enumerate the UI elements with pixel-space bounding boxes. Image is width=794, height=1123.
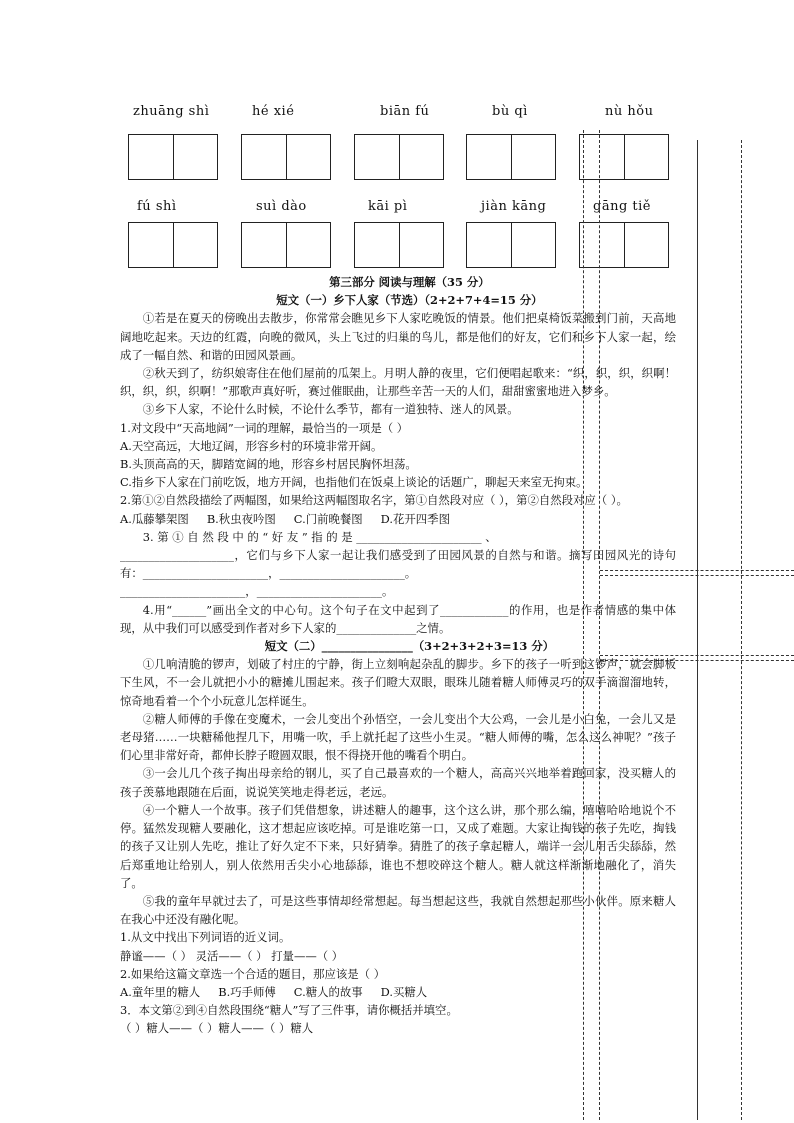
writing-box[interactable] — [354, 134, 444, 180]
pinyin-10: gāng tiě — [593, 199, 651, 214]
passage2-paragraph-5: ⑤我的童年早就过去了，可是这些事情却经常想起。每当想起这些，我就自然想起那些小伙伴。原来糖人在我心中还没有融化呢。 — [120, 893, 676, 927]
pinyin-7: suì dào — [256, 199, 307, 214]
writing-box[interactable] — [466, 134, 556, 180]
section-title: 第三部分 阅读与理解（35 分） — [329, 275, 490, 289]
pinyin-9: jiàn kāng — [481, 199, 547, 214]
reading-section — [120, 273, 676, 1038]
writing-box[interactable] — [241, 134, 331, 180]
passage2-question-1-blanks: 静谧——（ ） 灵活——（ ） 打量——（ ） — [120, 948, 344, 963]
writing-box[interactable] — [579, 134, 669, 180]
writing-box[interactable] — [241, 222, 331, 268]
passage2-question-3: 3．本文第②到④自然段围绕“糖人”写了三件事，请你概括并填空。 — [120, 1003, 458, 1018]
question-2-options — [120, 510, 676, 528]
pinyin-5: nù hǒu — [605, 104, 654, 119]
question-1-option-c: C.指乡下人家在门前吃饭，地方开阔，也指他们在饭桌上谈论的话题广，聊起天来室无拘束。 — [120, 475, 588, 490]
pinyin-4: bù qì — [492, 104, 528, 119]
option-b: B.巧手师傅 — [218, 984, 276, 999]
passage2-question-2-options — [120, 983, 676, 1001]
pinyin-3: biān fú — [380, 104, 430, 119]
passage2-title: 短文（二）________________（3+2+3+2+3=13 分） — [264, 639, 555, 654]
passage2-paragraph-3: ③一会儿几个孩子掏出母亲给的钢儿，买了自己最喜欢的一个糖人，高高兴兴地举着跑回家，没买糖人的孩子羡慕地跟随在后面，说说笑笑地走得老远，老远。 — [120, 766, 676, 799]
question-1: 1.对文段中“天高地阔”一词的理解，最恰当的一项是（ ） — [120, 420, 409, 435]
binding-line-solid — [697, 140, 698, 1120]
passage2-paragraph-4: ④一个糖人一个故事。孩子们凭借想象，讲述糖人的趣事，这个这么讲，那个那么编，嘻嘻哈哈地说个不停。猛然发现糖人要融化，这才想起应该吃掉。可是谁吃第一口，又成了难题。大家让掏钱的孩子先吃，掏钱的孩子又让别人先吃，推让了好久定不下来，只好猜拳。猜胜了的孩子拿起糖人，端详一会儿用舌尖舔舔，然后郑重地让给别人，别人依然用舌尖小心地舔舔，谁也不想咬碎这个糖人。糖人就这样渐渐地融化了，消失了。 — [120, 802, 676, 890]
option-c: C.门前晚餐图 — [293, 511, 363, 526]
writing-box[interactable] — [579, 222, 669, 268]
option-c: C.糖人的故事 — [293, 984, 363, 999]
passage1-paragraph-2: ②秋天到了，纺织娘寄住在他们屋前的瓜架上。月明人静的夜里，它们便唱起歌来：“织，织，织，织啊！织，织，织，织啊！”那歌声真好听，赛过催眠曲，让那些辛苦一天的人们，甜甜蜜蜜地进入梦乡。 — [120, 366, 676, 399]
passage2-question-1: 1.从文中找出下列词语的近义词。 — [120, 930, 291, 945]
passage2-paragraph-1: ①几响清脆的锣声，划破了村庄的宁静，街上立刻响起杂乱的脚步。乡下的孩子一听到这锣声，就会脚板下生风，不一会儿就把小小的糖摊儿围起来。孩子们瞪大双眼，眼珠儿随着糖人师傅灵巧的双手滴溜溜地转，惊奇地看着一个个小玩意儿怎样诞生。 — [120, 657, 676, 708]
passage1-title: 短文（一）乡下人家（节选）（2+2+7+4=15 分） — [276, 293, 543, 308]
question-3-line-2: ____________________，它们与乡下人家一起让我们感受到了田园风景的自然与和谐。摘写田园风光的诗句有：______________________，______________________。 — [120, 548, 676, 581]
pinyin-6: fú shì — [137, 199, 177, 214]
option-b: B.秋虫夜吟图 — [206, 511, 276, 526]
passage1-paragraph-1: ①若是在夏天的傍晚出去散步，你常常会瞧见乡下人家吃晚饭的情景。他们把桌椅饭菜搬到门前，天高地阔地吃起来。天边的红霞，向晚的微风，头上飞过的归巢的鸟儿，都是他们的好友，它们和乡下人家一起，绘成了一幅自然、和谐的田园风景画。 — [120, 311, 676, 362]
writing-box[interactable] — [128, 134, 218, 180]
option-a: A.童年里的糖人 — [120, 984, 201, 999]
pinyin-2: hé xié — [252, 104, 295, 119]
pinyin-8: kāi pì — [368, 199, 408, 214]
writing-box[interactable] — [466, 222, 556, 268]
option-a: A.瓜藤攀架图 — [120, 511, 189, 526]
option-d: D.买糖人 — [380, 984, 428, 999]
question-3-line-3: ______________________，______________________。 — [120, 584, 394, 599]
passage1-paragraph-3: ③乡下人家，不论什么时候，不论什么季节，都有一道独特、迷人的风景。 — [142, 402, 519, 417]
passage2-paragraph-2: ②糖人师傅的手像在变魔术，一会儿变出个孙悟空，一会儿变出个大公鸡，一会儿是小白兔，一会儿又是老母猪……一块糖稀他捏几下，用嘴一吹，手上就托起了这些小生灵。“糖人师傅的嘴，怎么这么神呢？”孩子们心里非常好奇，都伸长脖子瞪圆双眼，恨不得挠开他的嘴看个明白。 — [120, 711, 676, 763]
question-2: 2.第①②自然段描绘了两幅图，如果给这两幅图取名字，第①自然段对应（ ），第②自然段对应（ ）。 — [120, 493, 628, 508]
binding-line-dashed — [741, 140, 742, 1120]
option-d: D.花开四季图 — [380, 511, 450, 526]
question-3-line-1: 3. 第 ① 自 然 段 中 的 “ 好 友 ” 指 的 是 ______________________ 、 — [142, 529, 497, 544]
passage2-question-3-blanks: （ ）糖人——（ ）糖人——（ ）糖人 — [120, 1021, 314, 1036]
question-1-option-a: A.天空高远，大地辽阔，形容乡村的环境非常开阔。 — [120, 438, 383, 453]
question-1-option-b: B.头顶高高的天，脚踏宽阔的地，形容乡村居民胸怀坦荡。 — [120, 457, 417, 472]
pinyin-1: zhuāng shì — [133, 104, 210, 119]
passage2-question-2: 2.如果给这篇文章选一个合适的题目，那应该是（ ） — [120, 966, 386, 981]
writing-box[interactable] — [354, 222, 444, 268]
question-4: 4.用“______”画出全文的中心句。这个句子在文中起到了____________的作用，也是作者情感的集中体现，从中我们可以感受到作者对乡下人家的______________之情。 — [120, 602, 676, 635]
writing-box[interactable] — [128, 222, 218, 268]
